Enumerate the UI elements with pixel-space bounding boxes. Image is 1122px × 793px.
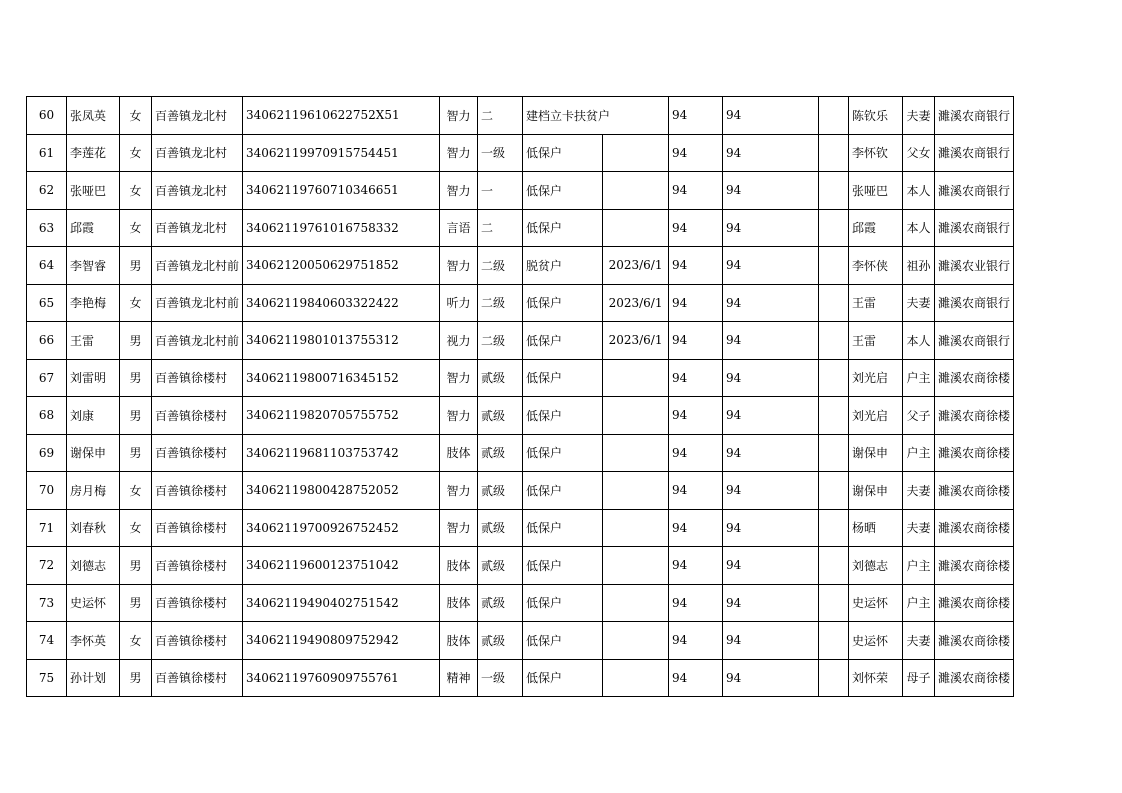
gender-cell: 女	[120, 472, 152, 510]
row-number-cell: 66	[27, 322, 67, 360]
amount-2-cell: 94	[723, 659, 819, 697]
gender-cell: 女	[120, 622, 152, 660]
amount-1-cell: 94	[669, 622, 723, 660]
relation-cell: 夫妻	[903, 284, 935, 322]
payee-name-cell: 刘光启	[849, 397, 903, 435]
amount-1-cell: 94	[669, 134, 723, 172]
blank-cell	[819, 584, 849, 622]
row-number-cell: 70	[27, 472, 67, 510]
blank-cell	[819, 97, 849, 135]
id-number-cell: 34062119761016758332	[243, 209, 440, 247]
household-category-cell: 低保户	[523, 172, 603, 210]
village-cell: 百善镇徐楼村	[152, 622, 243, 660]
blank-cell	[819, 247, 849, 285]
amount-1-cell: 94	[669, 209, 723, 247]
gender-cell: 男	[120, 322, 152, 360]
name-cell: 孙计划	[67, 659, 120, 697]
relation-cell: 本人	[903, 172, 935, 210]
disability-type-cell: 智力	[440, 509, 478, 547]
date-cell	[603, 434, 669, 472]
village-cell: 百善镇龙北村	[152, 209, 243, 247]
date-cell: 2023/6/1	[603, 247, 669, 285]
row-number-cell: 61	[27, 134, 67, 172]
name-cell: 刘春秋	[67, 509, 120, 547]
relation-cell: 户主	[903, 584, 935, 622]
date-cell: 2023/6/1	[603, 284, 669, 322]
disability-type-cell: 智力	[440, 97, 478, 135]
gender-cell: 男	[120, 247, 152, 285]
date-cell	[603, 584, 669, 622]
disability-level-cell: 贰级	[478, 397, 523, 435]
id-number-cell: 34062119610622752X51	[243, 97, 440, 135]
gender-cell: 男	[120, 359, 152, 397]
bank-cell: 濉溪农商银行	[935, 322, 1014, 360]
row-number-cell: 60	[27, 97, 67, 135]
row-number-cell: 63	[27, 209, 67, 247]
name-cell: 张哑巴	[67, 172, 120, 210]
bank-cell: 濉溪农商徐楼	[935, 359, 1014, 397]
bank-cell: 濉溪农商徐楼	[935, 472, 1014, 510]
amount-1-cell: 94	[669, 547, 723, 585]
village-cell: 百善镇龙北村	[152, 172, 243, 210]
bank-cell: 濉溪农商徐楼	[935, 659, 1014, 697]
payee-name-cell: 李怀钦	[849, 134, 903, 172]
amount-2-cell: 94	[723, 547, 819, 585]
bank-cell: 濉溪农商银行	[935, 97, 1014, 135]
village-cell: 百善镇徐楼村	[152, 472, 243, 510]
amount-1-cell: 94	[669, 322, 723, 360]
village-cell: 百善镇徐楼村	[152, 509, 243, 547]
blank-cell	[819, 659, 849, 697]
name-cell: 李艳梅	[67, 284, 120, 322]
household-category-cell: 脱贫户	[523, 247, 603, 285]
bank-cell: 濉溪农商徐楼	[935, 584, 1014, 622]
table-row	[27, 659, 1014, 697]
amount-2-cell: 94	[723, 284, 819, 322]
disability-type-cell: 肢体	[440, 547, 478, 585]
disability-type-cell: 智力	[440, 247, 478, 285]
table-row	[27, 97, 1014, 135]
village-cell: 百善镇徐楼村	[152, 659, 243, 697]
id-number-cell: 34062119600123751042	[243, 547, 440, 585]
table-row	[27, 247, 1014, 285]
disability-level-cell: 二级	[478, 284, 523, 322]
village-cell: 百善镇龙北村前	[152, 247, 243, 285]
payee-name-cell: 王雷	[849, 284, 903, 322]
gender-cell: 女	[120, 509, 152, 547]
disability-type-cell: 言语	[440, 209, 478, 247]
household-category-cell: 低保户	[523, 397, 603, 435]
bank-cell: 濉溪农业银行	[935, 247, 1014, 285]
blank-cell	[819, 622, 849, 660]
row-number-cell: 64	[27, 247, 67, 285]
row-number-cell: 73	[27, 584, 67, 622]
bank-cell: 濉溪农商银行	[935, 284, 1014, 322]
date-cell	[603, 359, 669, 397]
disability-level-cell: 二	[478, 209, 523, 247]
amount-1-cell: 94	[669, 247, 723, 285]
disability-type-cell: 视力	[440, 322, 478, 360]
village-cell: 百善镇徐楼村	[152, 584, 243, 622]
table-row	[27, 209, 1014, 247]
blank-cell	[819, 509, 849, 547]
disability-level-cell: 二级	[478, 322, 523, 360]
payee-name-cell: 史运怀	[849, 622, 903, 660]
row-number-cell: 71	[27, 509, 67, 547]
disability-type-cell: 肢体	[440, 584, 478, 622]
amount-2-cell: 94	[723, 434, 819, 472]
date-cell	[603, 172, 669, 210]
row-number-cell: 68	[27, 397, 67, 435]
id-number-cell: 34062119800428752052	[243, 472, 440, 510]
relation-cell: 夫妻	[903, 622, 935, 660]
village-cell: 百善镇龙北村	[152, 97, 243, 135]
amount-1-cell: 94	[669, 97, 723, 135]
amount-2-cell: 94	[723, 247, 819, 285]
date-cell	[603, 209, 669, 247]
bank-cell: 濉溪农商徐楼	[935, 547, 1014, 585]
name-cell: 李莲花	[67, 134, 120, 172]
disability-type-cell: 肢体	[440, 434, 478, 472]
table-row	[27, 547, 1014, 585]
amount-1-cell: 94	[669, 472, 723, 510]
blank-cell	[819, 322, 849, 360]
table-row	[27, 322, 1014, 360]
bank-cell: 濉溪农商徐楼	[935, 434, 1014, 472]
amount-1-cell: 94	[669, 359, 723, 397]
date-cell	[603, 509, 669, 547]
table-row	[27, 134, 1014, 172]
relation-cell: 户主	[903, 547, 935, 585]
gender-cell: 女	[120, 97, 152, 135]
village-cell: 百善镇龙北村	[152, 134, 243, 172]
household-category-cell: 低保户	[523, 284, 603, 322]
disability-level-cell: 二	[478, 97, 523, 135]
name-cell: 李怀英	[67, 622, 120, 660]
payee-name-cell: 谢保申	[849, 472, 903, 510]
date-cell	[603, 659, 669, 697]
disability-type-cell: 智力	[440, 134, 478, 172]
blank-cell	[819, 172, 849, 210]
name-cell: 王雷	[67, 322, 120, 360]
id-number-cell: 34062119760909755761	[243, 659, 440, 697]
amount-2-cell: 94	[723, 472, 819, 510]
payee-name-cell: 刘德志	[849, 547, 903, 585]
disability-type-cell: 智力	[440, 359, 478, 397]
household-category-cell: 低保户	[523, 434, 603, 472]
disability-level-cell: 一	[478, 172, 523, 210]
amount-2-cell: 94	[723, 397, 819, 435]
household-category-cell: 低保户	[523, 584, 603, 622]
payee-name-cell: 杨晒	[849, 509, 903, 547]
bank-cell: 濉溪农商银行	[935, 209, 1014, 247]
blank-cell	[819, 209, 849, 247]
id-number-cell: 34062119800716345152	[243, 359, 440, 397]
date-cell: 2023/6/1	[603, 322, 669, 360]
name-cell: 李智睿	[67, 247, 120, 285]
village-cell: 百善镇徐楼村	[152, 359, 243, 397]
name-cell: 邱霞	[67, 209, 120, 247]
amount-1-cell: 94	[669, 172, 723, 210]
table-row	[27, 584, 1014, 622]
disability-level-cell: 二级	[478, 247, 523, 285]
disability-type-cell: 智力	[440, 472, 478, 510]
name-cell: 谢保申	[67, 434, 120, 472]
household-category-cell: 低保户	[523, 209, 603, 247]
relation-cell: 祖孙	[903, 247, 935, 285]
payee-name-cell: 邱霞	[849, 209, 903, 247]
amount-2-cell: 94	[723, 359, 819, 397]
village-cell: 百善镇徐楼村	[152, 547, 243, 585]
row-number-cell: 65	[27, 284, 67, 322]
payee-name-cell: 李怀侠	[849, 247, 903, 285]
disability-type-cell: 听力	[440, 284, 478, 322]
payee-name-cell: 陈钦乐	[849, 97, 903, 135]
blank-cell	[819, 359, 849, 397]
relation-cell: 父子	[903, 397, 935, 435]
disability-type-cell: 肢体	[440, 622, 478, 660]
relation-cell: 本人	[903, 322, 935, 360]
disability-type-cell: 智力	[440, 172, 478, 210]
amount-1-cell: 94	[669, 397, 723, 435]
id-number-cell: 34062119490809752942	[243, 622, 440, 660]
disability-level-cell: 贰级	[478, 472, 523, 510]
relation-cell: 户主	[903, 359, 935, 397]
amount-2-cell: 94	[723, 209, 819, 247]
name-cell: 史运怀	[67, 584, 120, 622]
amount-2-cell: 94	[723, 622, 819, 660]
relation-cell: 夫妻	[903, 97, 935, 135]
id-number-cell: 34062119490402751542	[243, 584, 440, 622]
id-number-cell: 34062120050629751852	[243, 247, 440, 285]
village-cell: 百善镇龙北村前	[152, 284, 243, 322]
payee-name-cell: 张哑巴	[849, 172, 903, 210]
name-cell: 张凤英	[67, 97, 120, 135]
household-category-cell: 低保户	[523, 547, 603, 585]
table-row	[27, 472, 1014, 510]
disability-level-cell: 一级	[478, 134, 523, 172]
household-category-cell: 建档立卡扶贫户	[523, 97, 669, 135]
household-category-cell: 低保户	[523, 472, 603, 510]
gender-cell: 女	[120, 284, 152, 322]
name-cell: 刘德志	[67, 547, 120, 585]
row-number-cell: 74	[27, 622, 67, 660]
table-row	[27, 359, 1014, 397]
bank-cell: 濉溪农商徐楼	[935, 397, 1014, 435]
name-cell: 刘康	[67, 397, 120, 435]
relation-cell: 户主	[903, 434, 935, 472]
id-number-cell: 34062119840603322422	[243, 284, 440, 322]
disability-level-cell: 一级	[478, 659, 523, 697]
village-cell: 百善镇徐楼村	[152, 434, 243, 472]
amount-2-cell: 94	[723, 509, 819, 547]
gender-cell: 女	[120, 209, 152, 247]
relation-cell: 母子	[903, 659, 935, 697]
gender-cell: 男	[120, 547, 152, 585]
household-category-cell: 低保户	[523, 359, 603, 397]
amount-1-cell: 94	[669, 434, 723, 472]
blank-cell	[819, 472, 849, 510]
gender-cell: 男	[120, 397, 152, 435]
blank-cell	[819, 134, 849, 172]
id-number-cell: 34062119801013755312	[243, 322, 440, 360]
disability-level-cell: 贰级	[478, 509, 523, 547]
amount-1-cell: 94	[669, 284, 723, 322]
name-cell: 刘雷明	[67, 359, 120, 397]
household-category-cell: 低保户	[523, 322, 603, 360]
date-cell	[603, 397, 669, 435]
date-cell	[603, 547, 669, 585]
id-number-cell: 34062119970915754451	[243, 134, 440, 172]
date-cell	[603, 134, 669, 172]
amount-2-cell: 94	[723, 322, 819, 360]
household-category-cell: 低保户	[523, 509, 603, 547]
household-category-cell: 低保户	[523, 659, 603, 697]
blank-cell	[819, 434, 849, 472]
row-number-cell: 67	[27, 359, 67, 397]
blank-cell	[819, 547, 849, 585]
disability-level-cell: 贰级	[478, 584, 523, 622]
blank-cell	[819, 284, 849, 322]
disability-type-cell: 精神	[440, 659, 478, 697]
disability-level-cell: 贰级	[478, 434, 523, 472]
relation-cell: 夫妻	[903, 472, 935, 510]
household-category-cell: 低保户	[523, 622, 603, 660]
relation-cell: 本人	[903, 209, 935, 247]
disability-level-cell: 贰级	[478, 547, 523, 585]
payee-name-cell: 王雷	[849, 322, 903, 360]
relation-cell: 父女	[903, 134, 935, 172]
amount-2-cell: 94	[723, 172, 819, 210]
payee-name-cell: 刘光启	[849, 359, 903, 397]
payee-name-cell: 史运怀	[849, 584, 903, 622]
amount-1-cell: 94	[669, 659, 723, 697]
date-cell	[603, 472, 669, 510]
date-cell	[603, 622, 669, 660]
payee-name-cell: 谢保申	[849, 434, 903, 472]
gender-cell: 男	[120, 584, 152, 622]
row-number-cell: 72	[27, 547, 67, 585]
amount-2-cell: 94	[723, 97, 819, 135]
table-row	[27, 284, 1014, 322]
disability-level-cell: 贰级	[478, 622, 523, 660]
id-number-cell: 34062119700926752452	[243, 509, 440, 547]
gender-cell: 女	[120, 172, 152, 210]
id-number-cell: 34062119681103753742	[243, 434, 440, 472]
payee-name-cell: 刘怀荣	[849, 659, 903, 697]
table-row	[27, 397, 1014, 435]
data-table	[26, 96, 1014, 697]
village-cell: 百善镇龙北村前	[152, 322, 243, 360]
id-number-cell: 34062119760710346651	[243, 172, 440, 210]
disability-level-cell: 贰级	[478, 359, 523, 397]
blank-cell	[819, 397, 849, 435]
amount-1-cell: 94	[669, 509, 723, 547]
gender-cell: 男	[120, 434, 152, 472]
relation-cell: 夫妻	[903, 509, 935, 547]
table-row	[27, 434, 1014, 472]
amount-2-cell: 94	[723, 134, 819, 172]
table-row	[27, 622, 1014, 660]
amount-2-cell: 94	[723, 584, 819, 622]
gender-cell: 男	[120, 659, 152, 697]
row-number-cell: 69	[27, 434, 67, 472]
amount-1-cell: 94	[669, 584, 723, 622]
table-row	[27, 172, 1014, 210]
bank-cell: 濉溪农商银行	[935, 134, 1014, 172]
table-row	[27, 509, 1014, 547]
bank-cell: 濉溪农商徐楼	[935, 509, 1014, 547]
id-number-cell: 34062119820705755752	[243, 397, 440, 435]
name-cell: 房月梅	[67, 472, 120, 510]
household-category-cell: 低保户	[523, 134, 603, 172]
village-cell: 百善镇徐楼村	[152, 397, 243, 435]
gender-cell: 女	[120, 134, 152, 172]
bank-cell: 濉溪农商徐楼	[935, 622, 1014, 660]
row-number-cell: 62	[27, 172, 67, 210]
bank-cell: 濉溪农商银行	[935, 172, 1014, 210]
disability-type-cell: 智力	[440, 397, 478, 435]
row-number-cell: 75	[27, 659, 67, 697]
